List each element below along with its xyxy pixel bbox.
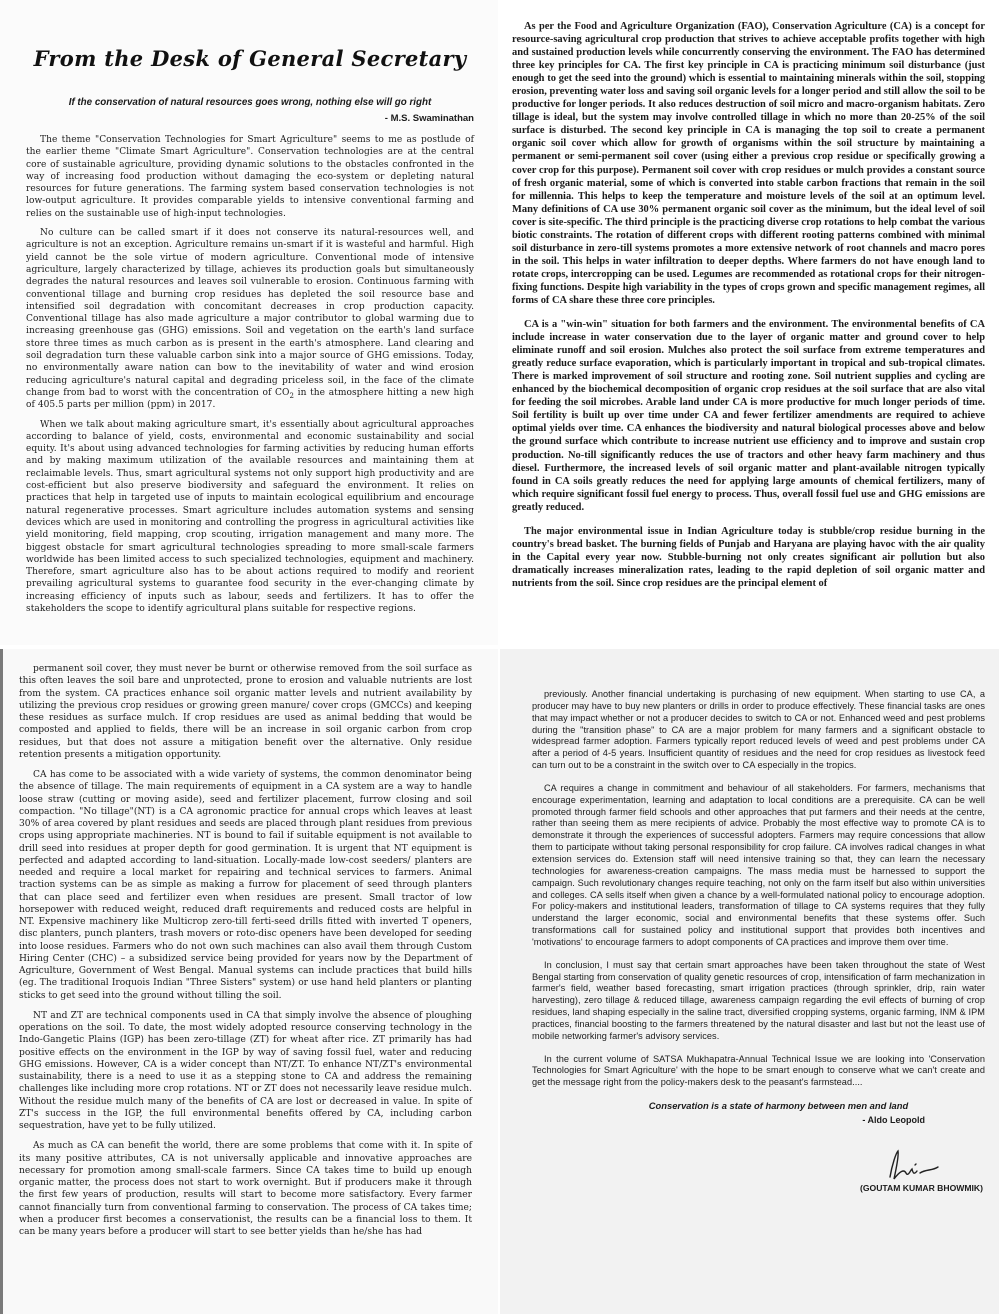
paragraph: CA requires a change in commitment and behaviour of all stakeholders. For farmers, mechanisms that encourage experimentation, learning and adaptation to local conditions are a prerequisite. CA can be well promoted through farmer field schools and other approaches that put farmers and their needs at the centre, rather than seeing them as mere recipients of advice. Probably the most effective way to promote CA is to demonstrate it through the experiences of successful adopters. Farmers may require concessions that allow them to participate without taking personal responsibility for crop failure. CA involves radical changes in what extension services do. Extension staff will need intensive training so that, they can learn the necessary technologies for awareness-creation campaigns. The mass media must be harnessed to support the campaign. Such revolutionary changes require teaching, not only on the farm itself but also within universities and colleges. CA sells itself when given a chance by a well-formulated national policy to encourage adoption. For policy-makers and institutional leaders, transformation of tillage to CA systems requires that they fully understand the larger economic, social and environmental benefits that these systems offer. Such transformations call for sustained policy and institutional support that provides both incentives and 'motivations' to encourage farmers to adopt components of CA practices and improve them over time. [532,782,985,947]
paragraph: In conclusion, I must say that certain smart approaches have been taken throughout the state of West Bengal starting from conservation of quality genetic resources of crop, intensification of farm mechanization in farmer's field, weather based forecasting, smart irrigation practices (through sprinkler, drip, rain water harvesting), zero tillage & reduced tillage, awareness campaign regarding the evil effects of burning of crop residues, land shaping especially in the saline tract, diversified cropping systems, organic farming, INM & IPM practices, financial boosting to the farmers threatened by the natural disaster and last but not the least use of mobile networking farmer's advisory services. [532,959,985,1041]
epigraph-quote: If the conservation of natural resources goes wrong, nothing else will go right [68,97,432,108]
paragraph [26,227,474,411]
paragraph: When we talk about making agriculture smart, it's essentially about agricultural approaches according to balance of yield, costs, environmental and economic sustainability and social equity. It's about using advanced technologies for farming activities by reducing human efforts and by making maximum utilization of the available resources and maintaining them at reclaimable levels. Thus, smart agricultural systems not only support high productivity and are cost-efficient but also preserve biodiversity and safeguard the environment. It relies on practices that help in targeted use of inputs to maintain ecological equilibrium and encourage natural regenerative processes. Smart agriculture includes automation systems and sensing devices which are used in monitoring and controlling the progress in agricultural activities like yield monitoring, field mapping, crop scouting, irrigation management and many more. The biggest obstacle for smart agricultural technologies spreading to more small-scale farmers worldwide has been limited access to such specialized technologies, equipment and machinery. Therefore, smart agriculture also has to be about actions required to modify and reorient prevailing agricultural systems to guarantee food security in the ever-changing climate by increasing efficiency of inputs such as labour, seeds and fertilizers. It has to offer the stakeholders the scope to identify agricultural plans suitable for respective regions. [26,419,474,614]
paragraph: CA has come to be associated with a wide variety of systems, the common denominator being the absence of tillage. The main requirements of equipment in a CA system are a way to handle loose straw (cutting or moving aside), seed and fertilizer placement, furrow closing and soil compaction. "No tillage"(NT) is a CA agronomic practice for annual crops which leaves at least 30% of area covered by plant residues and seeds are placed through plant residues from previous crops using appropriate machineries. NT is bound to fail if suitable equipment is not available to drill seed into residues at proper depth for good germination. It is urgent that NT equipment is perfected and adapted according to land-situation. Locally-made low-cost seeders/ planters are needed and require a local market for repairing and technical services to farmers. Animal traction systems can be as simple as making a furrow for placement of seed through planters that can place seed and fertilizer even when residues are present. Small tractor of low horsepower with reduced weight, reduced draft requirements and reduced costs are helpful in NT. Expensive machinery like Multicrop zero-till ferti-seed drills fitted with inverted T openers, disc planters, punch planters, trash movers or roto-disc openers have been developed for seeding into loose residues. Farmers who do not own such machines can also avail them through Custom Hiring Center (CHC) – a subsidized service being provided for years now by the Department of Agriculture, Government of West Bengal. Manual systems can include practices that build hills (eg. The traditional Iroquois Indian "Three Sisters" system) or use hand held planters or planting sticks to get seed into the ground without tilling the soil. [19,770,472,1001]
subscript: 2 [289,391,295,400]
closing-quote-author: - Aldo Leopold [862,1115,925,1126]
paragraph: As much as CA can benefit the world, there are some problems that come with it. In spite of its many positive attributes, CA is not universally applicable and innovative approaches are necessary for promotion among small-scale farmers. Since CA takes time to build up enough organic matter, the process does not start to work overnight. But if producers make it through the first few years of production, results will start to become more satisfactory. Every farmer cannot financially turn from conventional farming to conservation. The process of CA takes time; when a producer first becomes a conservationist, the results can be a financial loss to them. It can be many years before a producer will start to see better yields than he/she has had [19,1141,472,1237]
signatory-name: (GOUTAM KUMAR BHOWMIK) [860,1183,983,1194]
page-1 [0,0,498,645]
paragraph: previously. Another financial undertaking is purchasing of new equipment. When starting to use CA, a producer may have to buy new planters or drills in order to produce effectively. These financial tasks are ones that may impact whether or not a producer decides to switch to CA or not. Enhanced weed and pest problems during the "transition phase" to CA are a major problem for many farmers and a significant obstacle to widespread farmer adoption. Farmers typically report reduced levels of weed and pest problems under CA after a period of 4-5 years. Insufficient quantity of residues and the need for crop residues as livestock feed can turn out to be a constraint in the switch over to CA especially in the tropics. [532,689,985,771]
paragraph: The theme "Conservation Technologies for Smart Agriculture" seems to me as postlude of the earlier theme "Climate Smart Agriculture". Conservation technologies are at the central core of sustainable agriculture, providing dynamic solutions to the obstacles confronted in the way of increasing food production without damaging the eco-system or depleting natural resources for future generations. The farming system based conservation technologies is not low-output agriculture. It provides comparable yields to intensive conventional farming and relies on the sustainable use of high-input technologies. [26,135,474,219]
paragraph: The major environmental issue in Indian Agriculture today is stubble/crop residue burning in the country's bread basket. The burning fields of Punjab and Haryana are playing havoc with the air quality in the Capital every year now. Stubble-burning not only creates significant air pollution but also dramatically increases mineralization rates, leading to the rapid depletion of soil organic matter and nutrients from the soil. Since crop residues are the principal element of [512,525,985,589]
paragraph-text: in the atmosphere hitting a new high of 405.5 parts per million (ppm) in 2017. [26,387,474,411]
epigraph-author: - M.S. Swaminathan [384,113,474,124]
page-3 [0,649,498,1314]
paragraph: CA is a "win-win" situation for both farmers and the environment. The environmental benefits of CA include increase in water conservation due to the layer of organic matter and ground cover to help eliminate runoff and soil erosion. Mulches also protect the soil surface from extreme temperatures and greatly reduce surface evaporation, which is particularly important in tropical and sub-tropical climates. There is marked improvement of soil structure and rooting zone. Soil nutrient supplies and cycling are enhanced by the biochemical decomposition of organic crop residues at the soil surface that are also vital for feeding the soil microbes. Arable land under CA is more productive for much longer periods of time. Soil fertility is built up over time under CA and fewer fertilizer amendments are required to achieve optimal yields over time. CA enhances the biodiversity and natural biological processes above and below the ground surface which contribute to increase nutrient use efficiency and to improve and sustain crop production. No-till significantly reduces the use of tractors and other heavy farm machinery and thus diesel. Furthermore, the increased levels of soil organic matter and plant-available nitrogen typically found in CA soils greatly reduces the need for applying large amounts of chemical fertilizers, many of which require significant fossil fuel energy to process. Thus, overall fossil fuel use and GHG emissions are greatly reduced. [512,319,985,513]
page-4 [500,649,999,1314]
paragraph-text: No culture can be called smart if it does not conserve its natural-resources well, and agriculture is not an exception. Agriculture remains un-smart if it is wasteful and harmful. High yield cannot be the sole virtue of modern agriculture. Conventional mode of intensive agriculture, largely characterized by tillage, achieves its production goals but simultaneously degrades the natural resources and leaves soil vulnerable to erosion. Continuous farming with conventional tillage and burning crop residues has depleted the soil resource base and intensified soil degradation with concomitant decreases in crop production capacity. Conventional tillage has also made agriculture a major contributor to global warming due to increasing greenhouse gas (GHG) emissions. Soil and vegetation on the earth's land surface store three times as much carbon as is present in the earth's atmosphere. Land clearing and soil degradation turn these valuable carbon sink into a major source of GHG emissions. Today, no environmentally aware nation can bow to the inevitability of water and wind erosion reducing agriculture's natural capital and degrading priceless soil, in the face of the climate change from bad to worst with the concentration of CO [26,228,474,398]
page-title: From the Desk of General Secretary [33,46,467,71]
paragraph: permanent soil cover, they must never be burnt or otherwise removed from the soil surface as this often leaves the soil bare and unprotected, prone to erosion and valuable nutrients are lost from the system. CA practices enhance soil organic matter levels and nutrient availability by utilizing the previous crop residues or growing green manure/ cover crops (GMCCs) and keeping these residues as surface mulch. If crop residues are used as animal bedding that would be composted and applied to fields, there will be an increase in soil organic carbon from crop residues, but that does not assure a mitigation benefit over the alternative. Only residue retention presents a mitigation opportunity. [19,664,472,760]
paragraph: In the current volume of SATSA Mukhapatra-Annual Technical Issue we are looking into 'Conservation Technologies for Smart Agriculture' with the hope to be smart enough to conserve what we can't create and get the message right from the policy-makers desk to the peasant's farmstead.... [532,1053,985,1088]
paragraph: As per the Food and Agriculture Organization (FAO), Conservation Agriculture (CA) is a concept for resource-saving agricultural crop production that strives to achieve acceptable profits together with high and sustained production levels while concurrently conserving the environment. The FAO has determined three key principles for CA. The first key principle in CA is practicing minimum soil disturbance (just enough to get the seed into the ground) which is essential to maintaining minerals within the soil, stopping erosion, preventing water loss and saving soil organic levels for a longer period and still allow the soil to be productive for longer periods. It also reduces destruction of soil micro and macro-organism habitats. Zero tillage is ideal, but the system may involve controlled tillage in which no more than 20-25% of the soil surface is disturbed. The second key principle in CA is managing the top soil to create a permanent organic soil cover which allow for growth of organisms within the soil structure by maintaining a permanent or semi-permanent soil cover (using either a previous crop residue or specifically growing a cover crop for this purpose). Permanent soil cover with crop residues or mulch provides a constant source of fresh organic material, some of which is converted into stable carbon fractions that remain in the soil for millennia. This helps to keep the temperature and moisture levels of the soil at an optimum level. Many definitions of CA use 30% permanent organic soil cover as the minimum, but the ideal level of soil cover is site-specific. The third principle is the practicing diverse crop rotations to help combat the various biotic constraints. The rotation of different crops with different rooting patterns combined with minimal soil disturbance in zero-till systems promotes a more extensive network of root channels and macro pores in the soil. This helps in water infiltration to deeper depths. Where farmers do not have enough land to rotate crops, intercropping can be used. Legumes are recommended as rotational crops for their nitrogen-fixing functions. Despite high variability in the types of crops grown and specific management regimes, all forms of CA share these three core principles. [512,21,985,306]
page-2 [500,0,999,645]
signature-image [882,1147,942,1183]
closing-quote: Conservation is a state of harmony between men and land [648,1100,909,1112]
paragraph: NT and ZT are technical components used in CA that simply involve the absence of ploughing operations on the soil. To date, the most widely adopted resource conserving technology in the Indo-Gangetic Plains (IGP) has been zero-tillage (ZT) for wheat after rice. ZT primarily has had positive effects on the environment in the IGP by way of saving fossil fuel, water and reducing GHG emissions. However, CA is a wider concept than NT/ZT. To enhance NT/ZT's environmental sustainability, there is a need to use it as a stepping stone to CA and address the remaining challenges like including more crop rotations. NT or ZT does not necessarily leave residue mulch. Without the residue mulch many of the benefits of CA are lost or decreased in value. In spite of ZT's success in the IGP, the full environmental benefits offered by CA, including carbon sequestration, have yet to be fully utilized. [19,1010,472,1131]
